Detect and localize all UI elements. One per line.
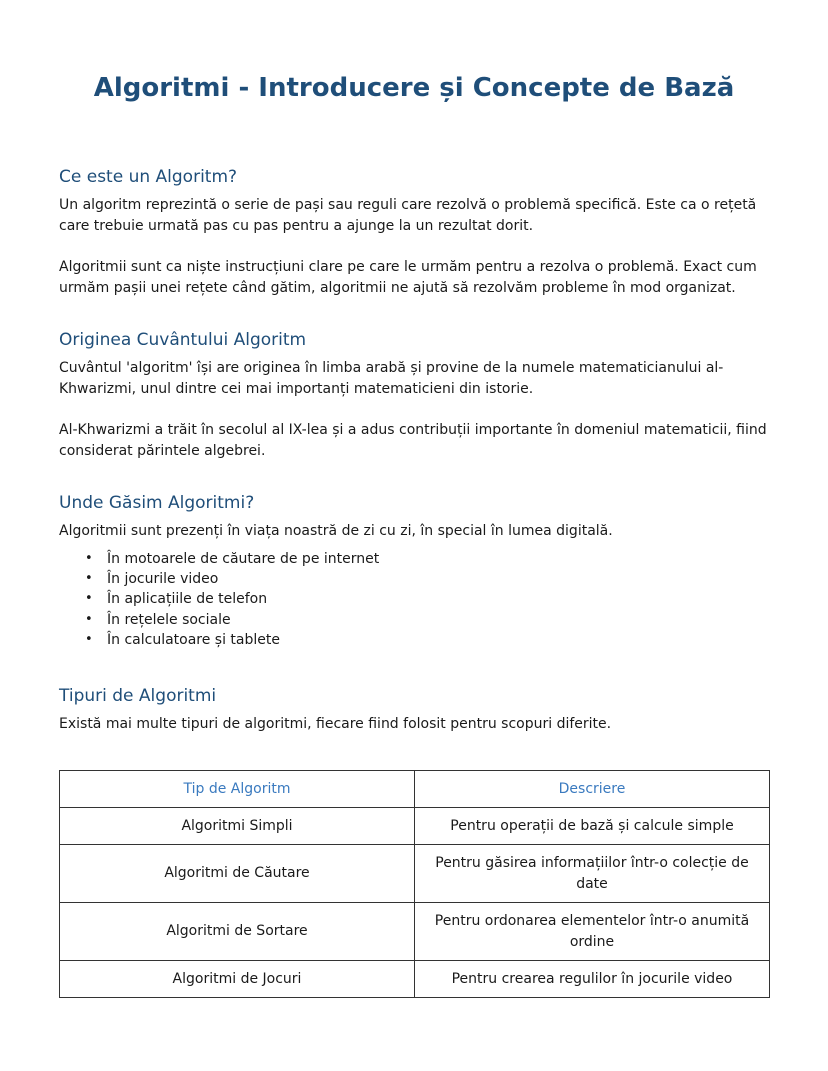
table-row [60, 903, 770, 961]
table-cell-type: Algoritmi de Căutare [60, 845, 415, 903]
list-item [85, 610, 769, 630]
section-heading-what-is-algorithm: Ce este un Algoritm? [59, 167, 238, 187]
table-row [60, 961, 770, 998]
table-cell-type: Algoritmi de Sortare [60, 903, 415, 961]
table-cell-description: Pentru ordonarea elementelor într-o anumită ordine [415, 903, 770, 961]
algorithm-types-table [59, 770, 770, 998]
table-cell-description: Pentru găsirea informațiilor într-o colecție de date [415, 845, 770, 903]
table-cell-type: Algoritmi de Jocuri [60, 961, 415, 998]
section-paragraph: Există mai multe tipuri de algoritmi, fiecare fiind folosit pentru scopuri diferite. [59, 715, 612, 732]
list-item [85, 549, 769, 569]
list-item-text: În calculatoare și tablete [107, 632, 280, 649]
page-title: Algoritmi - Introducere și Concepte de Bază [93, 73, 735, 103]
bullet-list [59, 549, 769, 651]
list-item-text: În rețelele sociale [107, 611, 231, 628]
table-cell-description: Pentru operații de bază și calcule simple [415, 808, 770, 845]
list-item [85, 630, 769, 650]
table-cell-type: Algoritmi Simpli [60, 808, 415, 845]
list-item-text: În motoarele de căutare de pe internet [107, 550, 380, 567]
list-item-text: În jocurile video [107, 570, 219, 587]
table-header-type: Tip de Algoritm [60, 771, 415, 808]
section-paragraph: Al-Khwarizmi a trăit în secolul al IX-lea și a adus contribuții importante în domeniul matematicii, fiind considerat părintele algebrei. [59, 422, 767, 459]
section-paragraph: Algoritmii sunt prezenți în viața noastră de zi cu zi, în special în lumea digitală. [59, 523, 613, 539]
bullet-icon: • [85, 632, 93, 648]
list-item [85, 589, 769, 609]
section-paragraph: Un algoritm reprezintă o serie de pași sau reguli care rezolvă o problemă specifică. Este ca o rețetă care trebuie urmată pas cu pas pentru a ajunge la un rezultat dorit. [59, 197, 757, 234]
section-heading-where-algorithms: Unde Găsim Algoritmi? [59, 493, 255, 513]
section-paragraph: Cuvântul 'algoritm' își are originea în limba arabă și provine de la numele matematicianului al-Khwarizmi, unul dintre cei mai importanți matematicieni din istorie. [59, 360, 724, 397]
table-header-description: Descriere [415, 771, 770, 808]
table-row [60, 845, 770, 903]
section-heading-word-origin: Originea Cuvântului Algoritm [59, 330, 307, 350]
bullet-icon: • [85, 591, 93, 607]
table-cell-description: Pentru crearea regulilor în jocurile video [415, 961, 770, 998]
bullet-icon: • [85, 550, 93, 566]
list-item-text: În aplicațiile de telefon [107, 591, 268, 608]
bullet-icon: • [85, 611, 93, 627]
table-header-row [60, 771, 770, 808]
bullet-icon: • [85, 570, 93, 586]
table-row [60, 808, 770, 845]
list-item [85, 569, 769, 589]
section-paragraph: Algoritmii sunt ca niște instrucțiuni clare pe care le urmăm pentru a rezolva o problemă. Exact cum urmăm pașii unei rețete când gătim, algoritmii ne ajută să rezolvăm probleme în mod organizat. [59, 259, 757, 296]
section-heading-algorithm-types: Tipuri de Algoritmi [59, 685, 217, 706]
